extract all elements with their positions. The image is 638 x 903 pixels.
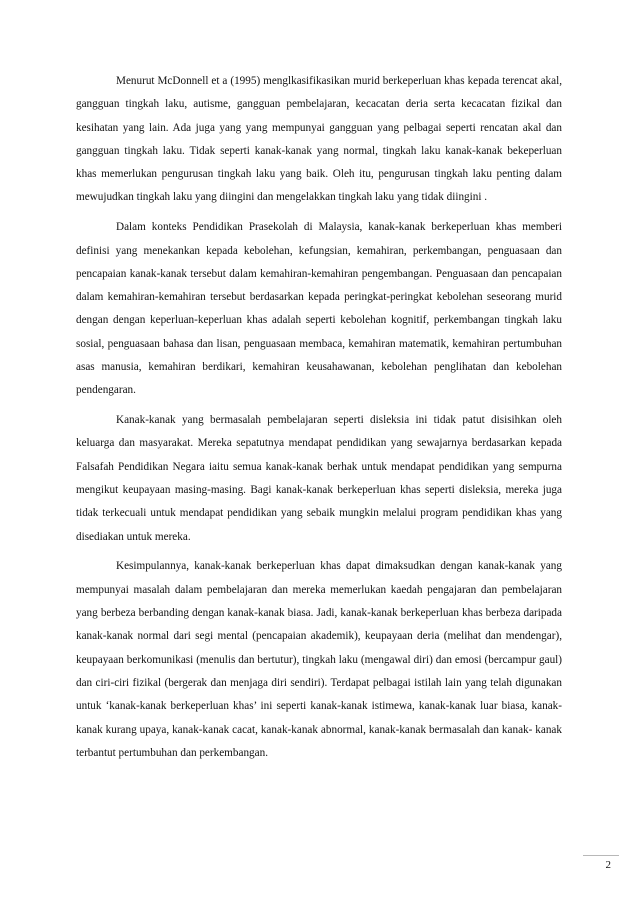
paragraph: Kesimpulannya, kanak-kanak berkeperluan khas dapat dimaksudkan dengan kanak-kanak yang mempunyai masalah dalam pembelajaran dan mereka memerlukan kaedah pengajaran dan pembelajaran yang berbeza berbanding dengan kanak-kanak biasa. Jadi, kanak-kanak berkeperluan khas berbeza daripada kanak-kanak normal dari segi mental (pencapaian akademik), keupayaan deria (melihat dan mendengar), keupayaan berkomunikasi (menulis dan bertutur), tingkah laku (mengawal diri) dan emosi (bercampur gaul) dan ciri-ciri fizikal (bergerak dan menjaga diri sendiri). Terdapat pelbagai istilah lain yang telah digunakan untuk ‘kanak-kanak berkeperluan khas’ ini seperti kanak-kanak istimewa, kanak-kanak luar biasa, kanak-kanak kurang upaya, kanak-kanak cacat, kanak-kanak abnormal, kanak-kanak bermasalah dan kanak- kanak terbantut pertumbuhan dan perkembangan.: [76, 560, 562, 759]
page-number: 2: [605, 859, 611, 871]
paragraph: Menurut McDonnell et a (1995) menglkasifikasikan murid berkeperluan khas kepada terencat akal, gangguan tingkah laku, autisme, gangguan pembelajaran, kecacatan deria serta kecacatan fizikal dan kesihatan yang lain. Ada juga yang yang mempunyai gangguan yang pelbagai seperti rencatan akal dan gangguan tingkah laku. Tidak seperti kanak-kanak yang normal, tingkah laku kanak-kanak bekeperluan khas memerlukan pengurusan tingkah laku yang baik. Oleh itu, pengurusan tingkah laku penting dalam mewujudkan tingkah laku yang diingini dan mengelakkan tingkah laku yang tidak diingini .: [76, 75, 562, 204]
paragraph: Dalam konteks Pendidikan Prasekolah di Malaysia, kanak-kanak berkeperluan khas memberi definisi yang menekankan kepada kebolehan, kefungsian, kemahiran, perkembangan, penguasaan dan pencapaian kanak-kanak tersebut dalam kemahiran-kemahiran pengembangan. Penguasaan dan pencapaian dalam kemahiran-kemahiran tersebut berdasarkan kepada peringkat-peringkat kebolehan seseorang murid dengan dengan keperluan-keperluan khas adalah seperti kebolehan kognitif, perkembangan tingkah laku sosial, penguasaan bahasa dan lisan, penguasaan membaca, kemahiran matematik, kemahiran pertumbuhan asas manusia, kemahiran berdikari, kemahiran keusahawanan, kebolehan penglihatan dan kebolehan pendengaran.: [76, 221, 562, 397]
body-text: [76, 70, 562, 765]
paragraph: Kanak-kanak yang bermasalah pembelajaran seperti disleksia ini tidak patut disisihkan oleh keluarga dan masyarakat. Mereka sepatutnya mendapat pendidikan yang sewajarnya berdasarkan kepada Falsafah Pendidikan Negara iaitu semua kanak-kanak berhak untuk mendapat pendidikan yang sempurna mengikut keupayaan masing-masing. Bagi kanak-kanak berkeperluan khas seperti disleksia, mereka juga tidak terkecuali untuk mendapat pendidikan yang sebaik mungkin melalui program pendidikan khas yang disediakan untuk mereka.: [76, 414, 562, 543]
footer-divider: [583, 855, 619, 856]
